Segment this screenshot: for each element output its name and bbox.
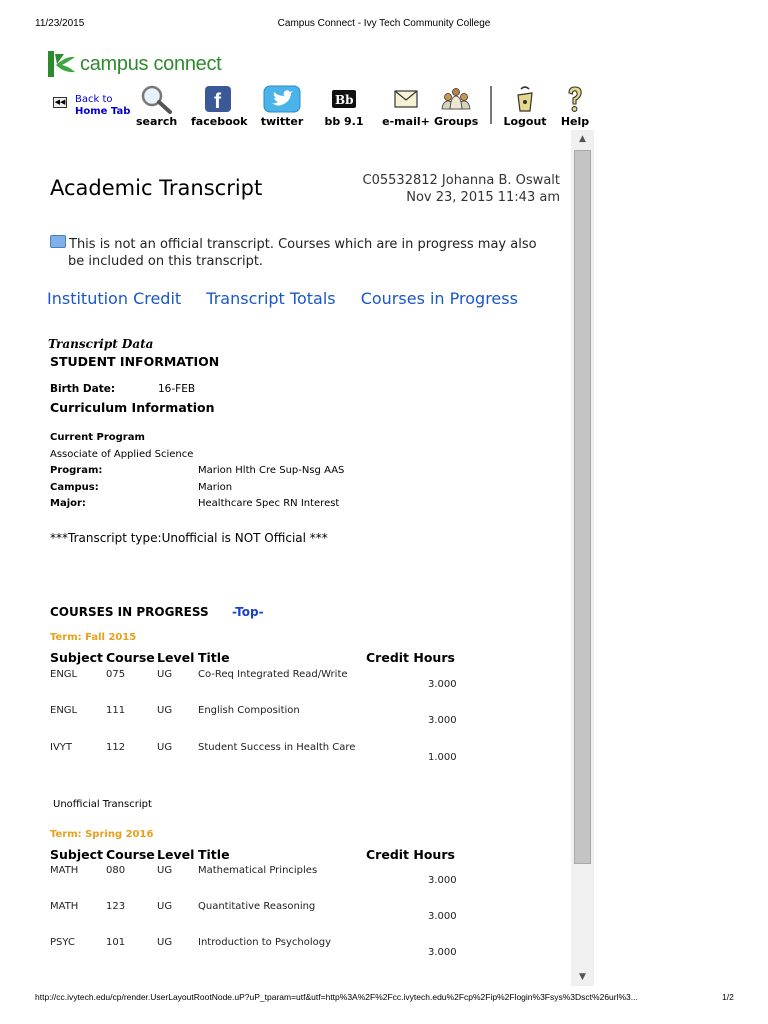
facebook-icon	[191, 84, 245, 114]
course-level: UG	[157, 705, 173, 716]
course-level: UG	[157, 937, 173, 948]
course-level: UG	[157, 669, 173, 680]
facebook-button[interactable]	[191, 84, 248, 128]
print-page-title: Campus Connect - Ivy Tech Community College	[277, 18, 491, 29]
portal-toolbar	[50, 82, 595, 128]
logout-icon	[500, 84, 550, 114]
scroll-down-arrow-icon[interactable]: ▼	[579, 972, 586, 982]
svg-text:Bb: Bb	[335, 93, 354, 107]
course-hours: 3.000	[428, 911, 457, 922]
table-row	[50, 901, 460, 937]
course-level: UG	[157, 865, 173, 876]
groups-icon	[434, 84, 478, 114]
table-row	[50, 742, 460, 778]
print-page-number: 1/2	[722, 992, 734, 1002]
course-column-header: Course	[106, 650, 155, 665]
search-button[interactable]	[136, 84, 176, 128]
twitter-icon	[258, 84, 306, 114]
level-column-header: Level	[157, 847, 195, 862]
transcript-timestamp: Nov 23, 2015 11:43 am	[406, 190, 560, 205]
course-hours: 3.000	[428, 875, 457, 886]
logo-text: campus connect	[80, 52, 222, 75]
curriculum-information-heading: Curriculum Information	[50, 400, 215, 415]
unofficial-transcript-note: Unofficial Transcript	[53, 799, 152, 810]
rewind-icon: ◀◀	[54, 98, 66, 106]
transcript-nav-links	[47, 289, 538, 308]
courses-in-progress-link[interactable]: Courses in Progress	[360, 289, 518, 308]
back-label: Back to	[75, 94, 113, 105]
course-title: Student Success in Health Care	[198, 742, 356, 753]
course-number: 080	[106, 865, 126, 876]
blackboard-label: bb 9.1	[324, 115, 364, 128]
table-row	[50, 937, 460, 973]
campus-label: Campus:	[50, 481, 99, 493]
course-level: UG	[157, 742, 173, 753]
transcript-totals-link[interactable]: Transcript Totals	[206, 289, 336, 308]
transcript-data-heading: Transcript Data	[48, 337, 154, 351]
blackboard-icon	[323, 84, 365, 114]
groups-label: Groups	[434, 115, 479, 128]
notice-text-line2: be included on this transcript.	[68, 254, 264, 269]
facebook-label: facebook	[191, 115, 248, 128]
top-link[interactable]: -Top-	[232, 605, 264, 619]
email-button[interactable]	[380, 84, 432, 128]
course-hours: 3.000	[428, 679, 457, 690]
svg-text:f: f	[214, 90, 221, 112]
back-to-home-tab-link[interactable]	[53, 94, 130, 118]
course-subject: ENGL	[50, 705, 78, 716]
course-level: UG	[157, 901, 173, 912]
logout-label: Logout	[503, 115, 547, 128]
credit-hours-column-header: Credit Hours	[366, 650, 455, 665]
course-number: 111	[106, 705, 126, 716]
logout-button[interactable]	[500, 84, 550, 128]
term-label: Term: Spring 2016	[50, 829, 154, 840]
institution-credit-link[interactable]: Institution Credit	[47, 289, 182, 308]
info-note-icon	[50, 235, 66, 248]
scrollbar-thumb[interactable]	[574, 150, 591, 864]
page-title: Academic Transcript	[50, 176, 263, 200]
title-column-header: Title	[198, 650, 230, 665]
course-title: English Composition	[198, 705, 300, 716]
help-icon	[557, 84, 593, 114]
help-label: Help	[560, 115, 590, 128]
notice-text-line1: This is not an official transcript. Courses which are in progress may also	[69, 237, 537, 252]
birth-date-label: Birth Date:	[50, 383, 116, 395]
toolbar-divider	[490, 86, 492, 124]
envelope-icon	[380, 84, 432, 114]
course-title: Co-Req Integrated Read/Write	[198, 669, 348, 680]
major-value: Healthcare Spec RN Interest	[198, 498, 340, 509]
student-id-block	[340, 172, 560, 206]
course-title: Introduction to Psychology	[198, 937, 332, 948]
course-subject: MATH	[50, 901, 79, 912]
campus-connect-logo-icon	[48, 50, 76, 78]
title-column-header: Title	[198, 847, 230, 862]
course-hours: 3.000	[428, 947, 457, 958]
course-subject: ENGL	[50, 669, 78, 680]
course-column-header: Course	[106, 847, 155, 862]
campus-value: Marion	[198, 481, 233, 493]
scroll-up-arrow-icon[interactable]: ▲	[579, 134, 586, 144]
groups-button[interactable]	[434, 84, 478, 128]
print-date: 11/23/2015	[35, 18, 85, 29]
level-column-header: Level	[157, 650, 195, 665]
credit-hours-column-header: Credit Hours	[366, 847, 455, 862]
home-tab-label: Home Tab	[75, 106, 131, 117]
course-hours: 3.000	[428, 715, 457, 726]
table-row	[50, 865, 460, 901]
current-program-label: Current Program	[50, 432, 145, 443]
program-details	[50, 430, 344, 513]
help-button[interactable]	[557, 84, 593, 128]
course-number: 112	[106, 742, 126, 753]
twitter-button[interactable]	[258, 84, 306, 128]
print-footer-url: http://cc.ivytech.edu/cp/render.UserLayoutRootNode.uP?uP_tparam=utf&utf=http%3A%2F%2Fcc.ivytech.edu%2Fcp%2Fip%2Flogin%3Fsys%3Dsct%26url%3...	[35, 992, 638, 1002]
student-name-id: C05532812 Johanna B. Oswalt	[362, 173, 560, 188]
transcript-type-note: ***Transcript type:Unofficial is NOT Official ***	[50, 531, 328, 545]
course-number: 101	[106, 937, 126, 948]
campus-connect-logo[interactable]	[48, 50, 221, 78]
courses-in-progress-heading: COURSES IN PROGRESS	[50, 605, 209, 619]
table-row	[50, 705, 460, 741]
term-label: Term: Fall 2015	[50, 632, 137, 643]
degree-value: Associate of Applied Science	[50, 448, 194, 460]
subject-column-header: Subject	[50, 650, 103, 665]
course-subject: IVYT	[50, 742, 73, 753]
course-number: 075	[106, 669, 126, 680]
program-value: Marion Hlth Cre Sup-Nsg AAS	[198, 465, 345, 476]
course-subject: MATH	[50, 865, 79, 876]
major-label: Major:	[50, 498, 86, 509]
table-row	[50, 669, 460, 705]
course-hours: 1.000	[428, 752, 457, 763]
magnifier-icon	[136, 84, 176, 114]
search-label: search	[136, 115, 178, 128]
program-label: Program:	[50, 465, 103, 476]
course-title: Quantitative Reasoning	[198, 901, 316, 912]
blackboard-button[interactable]	[323, 84, 365, 128]
birth-date-value: 16-FEB	[158, 383, 196, 395]
course-title: Mathematical Principles	[198, 865, 318, 876]
vertical-scrollbar[interactable]	[571, 130, 594, 986]
unofficial-notice	[50, 235, 570, 270]
birth-date-row	[50, 383, 195, 395]
email-label: e-mail+	[382, 115, 430, 128]
student-information-heading: STUDENT INFORMATION	[50, 354, 220, 369]
twitter-label: twitter	[260, 115, 304, 128]
course-subject: PSYC	[50, 937, 75, 948]
course-number: 123	[106, 901, 126, 912]
subject-column-header: Subject	[50, 847, 103, 862]
